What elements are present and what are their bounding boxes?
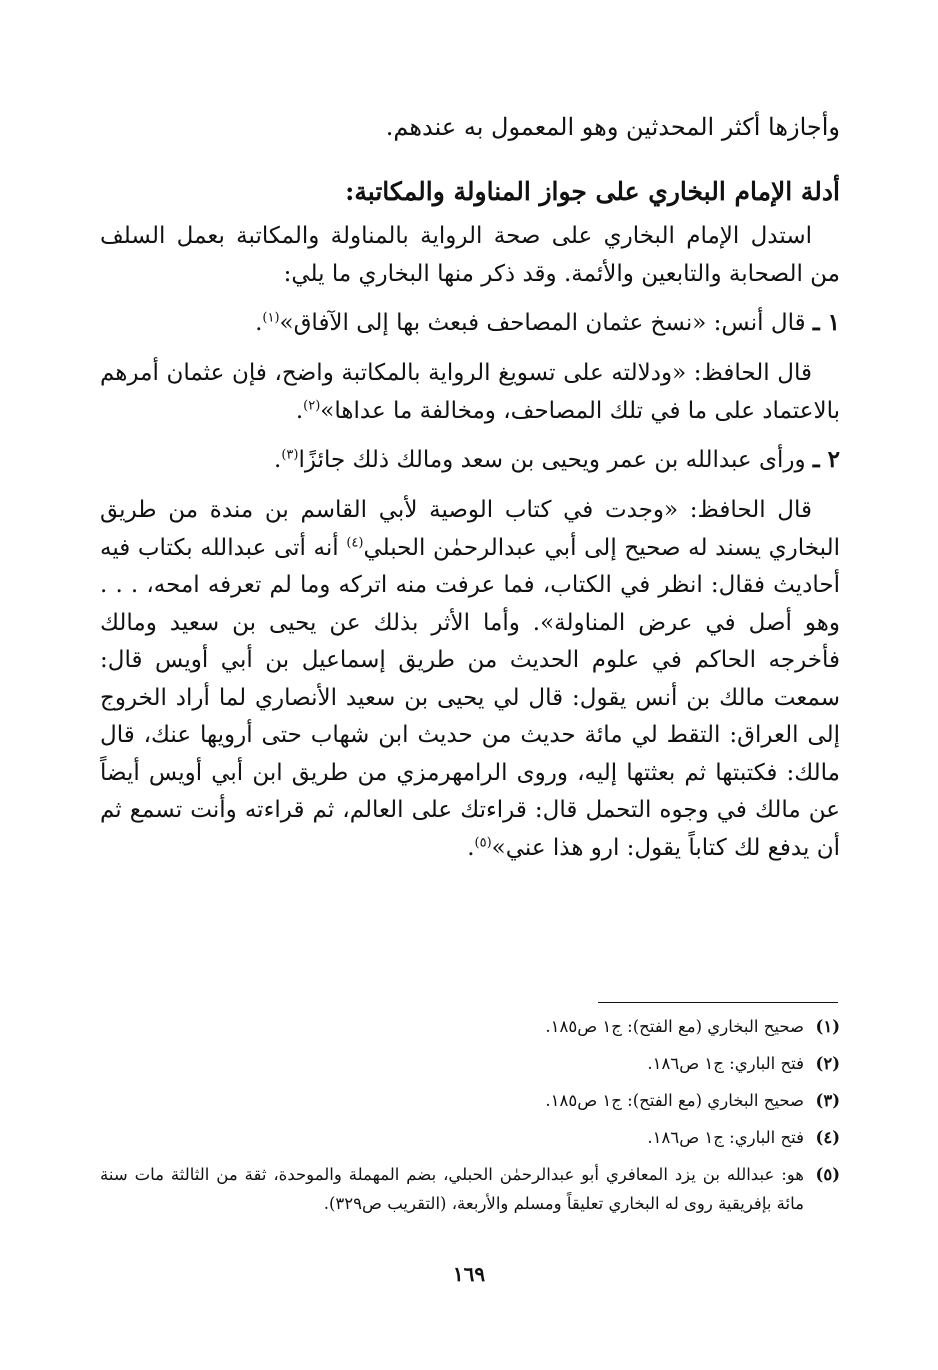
intro-paragraph: استدل الإمام البخاري على صحة الرواية بالمناولة والمكاتبة بعمل السلف من الصحابة والتابعين والأئمة. وقد ذكر منها البخاري ما يلي:	[100, 223, 840, 287]
footnote-text: صحيح البخاري (مع الفتح): ج١ ص١٨٥.	[545, 1091, 804, 1110]
footnote-marker: (٢)	[303, 397, 321, 413]
footnote-text: فتح الباري: ج١ ص١٨٦.	[647, 1054, 804, 1073]
continuation-line: وأجازها أكثر المحدثين وهو المعمول به عندهم.	[385, 113, 840, 141]
footnote-3	[100, 1086, 840, 1115]
footnote-marker: (٥)	[474, 834, 492, 850]
page-body	[100, 100, 840, 877]
item-number: ١ ـ	[812, 309, 840, 336]
paragraph-text: قال الحافظ: «ودلالته على تسويغ الرواية بالمكاتبة واضح، فإن عثمان أمرهم بالاعتماد على ما في تلك المصاحف، ومخالفة ما عداها»	[100, 360, 840, 424]
footnote-marker: (١)	[262, 310, 280, 326]
footnote-4	[100, 1123, 840, 1152]
footnote-marker: (٣)	[281, 447, 299, 463]
paragraph-end: .	[467, 834, 475, 861]
footnote-divider	[598, 1002, 838, 1003]
item-text: قال أنس: «نسخ عثمان المصاحف فبعث بها إلى الآفاق»	[279, 310, 806, 336]
footnote-1	[100, 1012, 840, 1041]
hafiz-paragraph-1	[100, 355, 840, 430]
footnote-5	[100, 1160, 840, 1218]
item-text: ورأى عبدالله بن عمر ويحيى بن سعد ومالك ذلك جائزًا	[298, 447, 806, 473]
numbered-item-1	[100, 303, 840, 343]
footnote-number: (٣)	[815, 1091, 840, 1110]
paragraph-text-start: قال الحافظ: «وجدت في كتاب الوصية لأبي القاسم بن مندة من طريق البخاري يسند له صحيح إلى أبي عبدالرحمٰن الحبلي	[100, 497, 840, 561]
page-number: ١٦٩	[452, 1262, 486, 1286]
footnote-text: فتح الباري: ج١ ص١٨٦.	[647, 1128, 804, 1147]
footnote-marker: (٤)	[346, 534, 364, 550]
hafiz-paragraph-2	[100, 492, 840, 867]
footnote-number: (٢)	[815, 1054, 840, 1073]
item-end: .	[255, 310, 263, 336]
footnote-2	[100, 1049, 840, 1078]
footnote-text: صحيح البخاري (مع الفتح): ج١ ص١٨٥.	[545, 1017, 804, 1036]
footnote-number: (٥)	[815, 1165, 840, 1184]
footnote-number: (٤)	[815, 1128, 840, 1147]
item-number: ٢ ـ	[812, 446, 840, 473]
footnote-text: هو: عبدالله بن يزد المعافري أبو عبدالرحمٰن الحبلي، بضم المهملة والموحدة، ثقة من الثالثة مات سنة مائة بإفريقية روى له البخاري تعليقاً ومسلم والأربعة، (التقريب ص٣٢٩).	[100, 1165, 804, 1213]
numbered-item-2	[100, 440, 840, 480]
item-end: .	[274, 447, 282, 473]
footnotes	[100, 1012, 840, 1226]
paragraph-end: .	[295, 397, 304, 424]
paragraph-text-rest: أنه أتى عبدالله بكتاب فيه أحاديث فقال: انظر في الكتاب، فما عرفت منه اتركه وما لم تعرفه امحه، . . . وهو أصل في عرض المناولة». وأما الأثر بذلك عن يحيى بن سعيد ومالك فأخرجه الحاكم في علوم الحديث من طريق إسماعيل بن أبي أويس قال: سمعت مالك بن أنس يقول: قال لي يحيى بن سعيد الأنصاري لما أراد الخروج إلى العراق: التقط لي مائة حديث من حديث ابن شهاب حتى أرويها عنك، قال مالك: فكتبتها ثم بعثتها إليه، وروى الرامهرمزي من طريق ابن أبي أويس أيضاً عن مالك في وجوه التحمل قال: قراءتك على العالم، ثم قراءته وأنت تسمع ثم أن يدفع لك كتاباً يقول: ارو هذا عني»	[100, 534, 840, 861]
section-heading: أدلة الإمام البخاري على جواز المناولة والمكاتبة:	[345, 177, 840, 206]
footnote-number: (١)	[815, 1017, 840, 1036]
